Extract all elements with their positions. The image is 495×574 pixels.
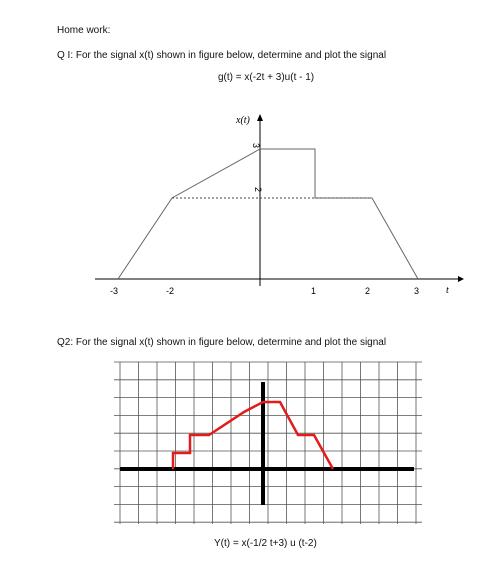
q1-formula: g(t) = x(-2t + 3)u(t - 1): [218, 72, 315, 83]
q1-y-axis-label: x(t): [236, 115, 250, 126]
q1-x-tick-label: -2: [166, 286, 175, 296]
q2-formula: Y(t) = x(-1/2 t+3) u (t-2): [214, 538, 317, 549]
q1-x-tick-label: 3: [414, 286, 420, 296]
q2-grid: [114, 362, 422, 524]
q1-y-tick-label: 2: [253, 187, 263, 193]
homework-heading: Home work:: [57, 25, 111, 36]
q1-x-axis-label: t: [446, 285, 449, 296]
q2-question-text: Q2: For the signal x(t) shown in figure below, determine and plot the signal: [57, 337, 387, 348]
q1-x-tick-label: 1: [311, 286, 317, 296]
q1-x-tick-label: 2: [365, 286, 371, 296]
q1-y-tick-label: 3: [251, 143, 261, 149]
q1-x-tick-label: -3: [110, 286, 119, 296]
q2-signal-curve: [173, 402, 333, 469]
q1-question-text: Q I: For the signal x(t) shown in figure below, determine and plot the signal: [57, 50, 387, 61]
